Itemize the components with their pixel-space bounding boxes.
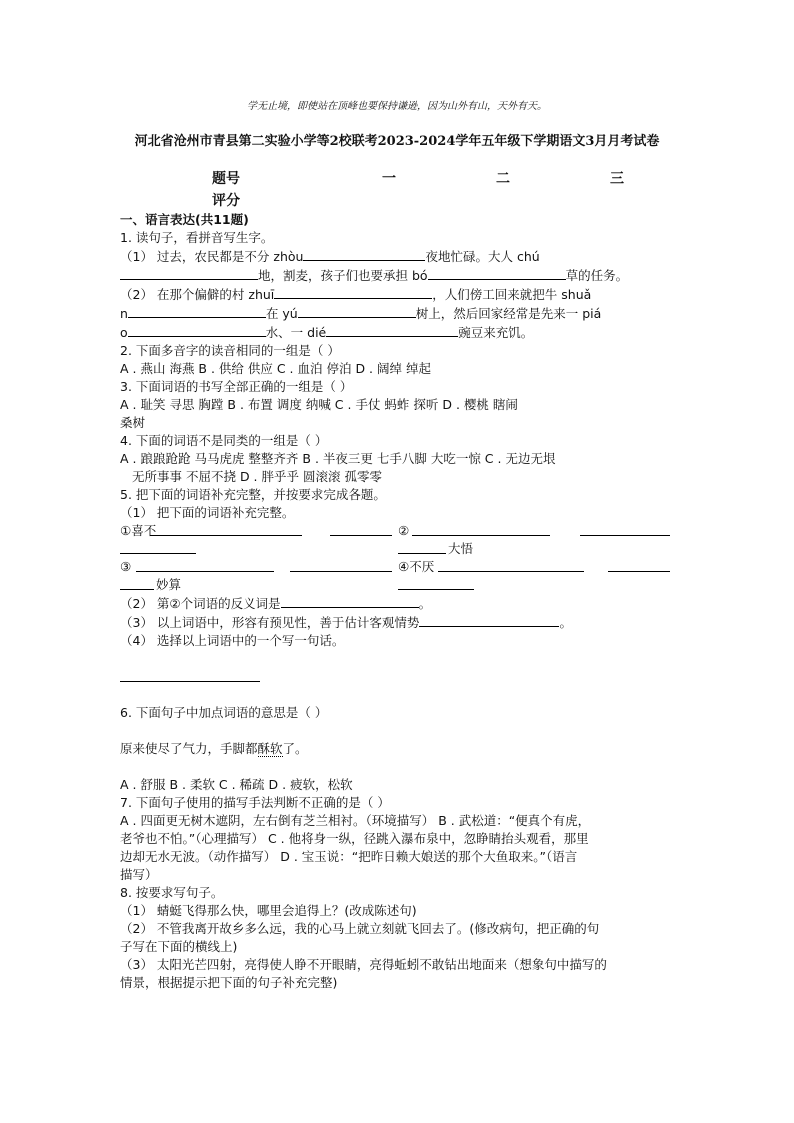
score-col-2: 二 [496,171,510,187]
question-6-stem: 6. 下面句子中加点词语的意思是（ ） [120,705,328,720]
question-8-sub2-cont: 子写在下面的横线上) [120,939,238,954]
score-col-1: 一 [382,171,396,187]
word-row [120,522,680,540]
answer-blank[interactable] [419,613,559,627]
question-4-stem: 4. 下面的词语不是同类的一组是（ ） [120,433,328,448]
dotted-word: 酥软 [257,741,283,756]
answer-blank[interactable] [120,540,196,554]
question-1-line [120,323,680,342]
question-1-line [120,285,680,304]
question-7-options[interactable]: 老爷也不怕。”（心理描写） C . 他将身一纵，径跳入瀑布泉中，忽睁睛抬头观看，那里 [120,831,589,846]
text: 在 yú [265,306,298,321]
question-3-options[interactable]: A . 耻笑 寻思 胸蹚 B . 布置 调度 纳喊 C . 手仗 蚂蚱 探听 D . 樱桃 瞎闹 [120,397,518,412]
question-5-sub4: （4） 选择以上词语中的一个写一句话。 [120,633,345,648]
questions [120,211,680,992]
text: （2） 在那个偏僻的村 zhuī [120,287,275,302]
answer-blank[interactable] [150,522,302,536]
answer-blank[interactable] [438,558,584,572]
score-row-label: 评分 [212,193,240,209]
question-1-stem: 1. 读句子，看拼音写生字。 [120,230,274,245]
question-8-sub2: （2） 不管我离开故乡多么远，我的心马上就立刻就飞回去了。(修改病句，把正确的句 [120,921,600,936]
exam-title: 河北省沧州市青县第二实验小学等2校联考2023-2024学年五年级下学期语文3月月考试卷 [134,134,660,149]
answer-blank[interactable] [580,522,670,536]
question-8-sub3-cont: 情景，根据提示把下面的句子补充完整) [120,975,338,990]
word-row [120,540,680,558]
text: 豌豆来充饥。 [458,325,534,340]
answer-blank[interactable] [303,247,425,261]
text: 。 [418,596,432,611]
question-6-options[interactable]: A . 舒服 B . 柔软 C . 稀疏 D . 疲软，松软 [120,777,353,792]
question-7-options[interactable]: 描写） [120,867,158,882]
text: ，人们傍工回来就把牛 shuǎ [432,287,592,302]
question-7-stem: 7. 下面句子使用的描写手法判断不正确的是（ ） [120,795,390,810]
question-5-sub3 [120,613,680,632]
question-7-options[interactable]: A . 四面更无树木遮阴，左右倒有芝兰相衬。（环境描写） B . 武松道：“便真个有虎， [120,813,591,828]
answer-blank[interactable] [128,323,266,337]
question-8-stem: 8. 按要求写句子。 [120,885,224,900]
score-col-3: 三 [610,171,624,187]
text: 树上，然后回家经常是先来一 piá [415,306,602,321]
question-8-sub1: （1） 蜻蜓飞得那么快，哪里会追得上？(改成陈述句) [120,903,417,918]
text: 原来使尽了气力，手脚都 [120,741,258,756]
word-1-prefix: ①喜不 [120,523,157,538]
question-1-line [120,266,680,285]
question-2-stem: 2. 下面多音字的读音相同的一组是（ ） [120,343,340,358]
text: （3） 以上词语中，形容有预见性，善于估计客观情势 [120,615,420,630]
score-header-label: 题号 [212,171,240,187]
motto: 学无止境，即使站在顶峰也要保持谦逊，因为山外有山，天外有天。 [247,101,547,112]
text: 了。 [282,741,308,756]
text: 水、一 dié [265,325,327,340]
section-heading: 一、语言表达(共11题) [120,212,249,227]
question-3-options-cont[interactable]: 桑树 [120,415,146,430]
question-5-stem: 5. 把下面的词语补充完整，并按要求完成各题。 [120,487,386,502]
answer-blank[interactable] [128,304,266,318]
answer-blank[interactable] [326,323,458,337]
word-3-prefix: ③ [120,559,132,574]
text: 地，割麦，孩子们也要承担 bó [258,268,428,283]
question-6-sentence [120,740,680,758]
word-2-suffix: 大悟 [448,541,474,556]
question-4-options[interactable]: A . 踉踉跄跄 马马虎虎 整整齐齐 B . 半夜三更 七手八脚 大吃一惊 C . 无边无垠 [120,451,556,466]
text: （1） 过去，农民都是不分 zhòu [120,249,304,264]
answer-blank[interactable] [298,304,416,318]
question-4-options-cont[interactable]: 无所事事 不屈不挠 D . 胖乎乎 圆滚滚 孤零零 [132,469,382,484]
answer-blank[interactable] [290,558,392,572]
answer-blank[interactable] [136,558,274,572]
word-2-prefix: ② [398,523,410,538]
answer-blank[interactable] [398,576,474,590]
answer-blank[interactable] [330,522,392,536]
word-4-prefix: ④不厌 [398,559,435,574]
question-3-stem: 3. 下面词语的书写全部正确的一组是（ ） [120,379,353,394]
question-5-sub2 [120,594,680,613]
answer-blank[interactable] [608,558,670,572]
score-table [0,168,794,210]
answer-line[interactable] [120,668,260,682]
answer-blank[interactable] [428,266,566,280]
answer-blank[interactable] [398,540,446,554]
question-8-sub3: （3） 太阳光芒四射，亮得使人睁不开眼睛，亮得蚯蚓不敢钻出地面来（想象句中描写的 [120,957,607,972]
answer-blank[interactable] [120,576,154,590]
text: 草的任务。 [565,268,629,283]
word-row [120,558,680,576]
question-1-line [120,247,680,266]
answer-line-row [120,668,680,686]
word-row [120,576,680,594]
answer-blank[interactable] [120,266,258,280]
text: n [120,306,128,321]
answer-blank[interactable] [412,522,550,536]
text: 。 [559,615,572,630]
text: o [120,325,128,340]
question-2-options[interactable]: A . 燕山 海燕 B . 供给 供应 C . 血泊 停泊 D . 阔绰 绰起 [120,361,431,376]
question-1-line [120,304,680,323]
text: 夜地忙碌。大人 chú [425,249,540,264]
text: （2） 第②个词语的反义词是 [120,596,281,611]
question-5-sub1: （1） 把下面的词语补充完整。 [120,505,295,520]
word-4-suffix: 妙算 [156,577,182,592]
question-7-options[interactable]: 边却无水无波。（动作描写） D . 宝玉说：“把昨日赖大娘送的那个大鱼取来。”（语言 [120,849,578,864]
answer-blank[interactable] [274,285,432,299]
answer-blank[interactable] [281,594,419,608]
